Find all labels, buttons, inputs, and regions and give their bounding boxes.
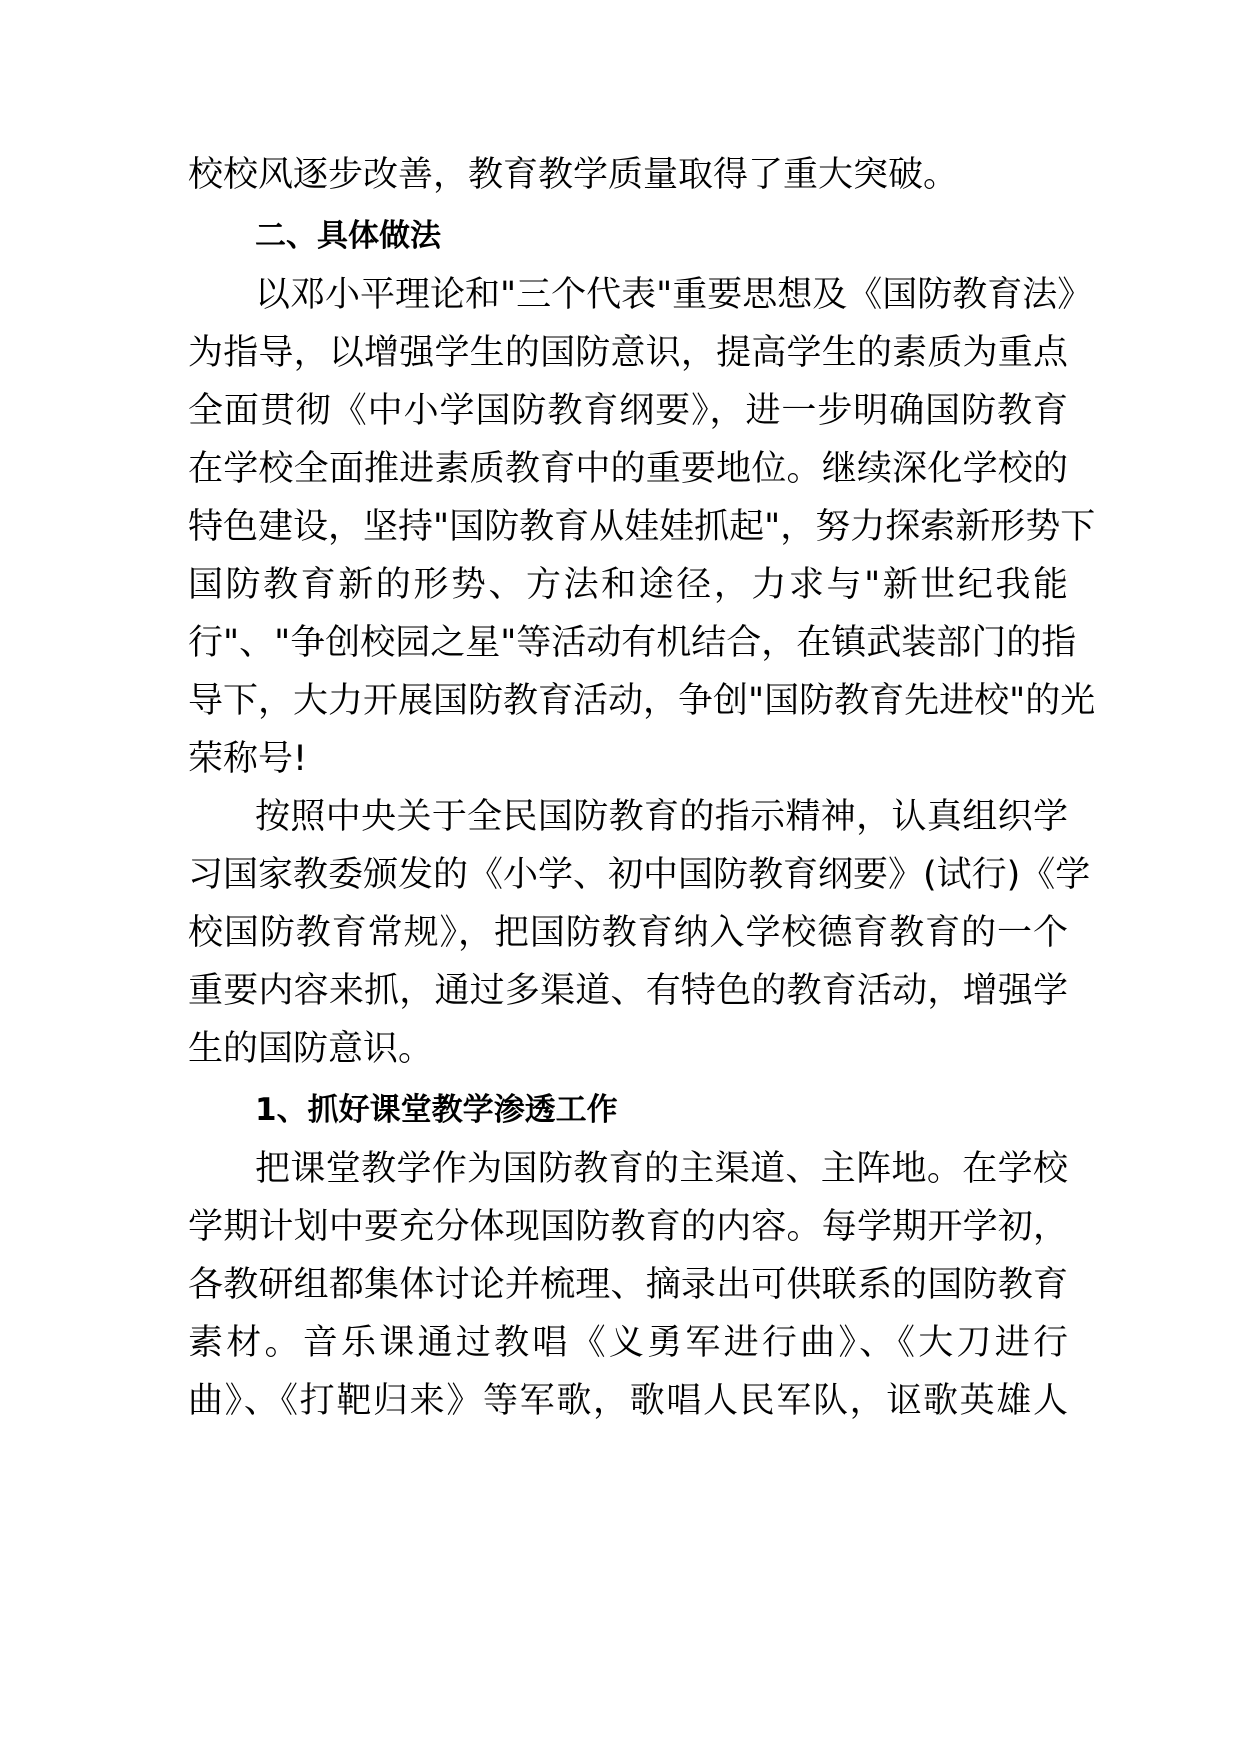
paragraph-line: 在学校全面推进素质教育中的重要地位。继续深化学校的 <box>188 449 1068 489</box>
paragraph-line: 国防教育新的形势、方法和途径，力求与"新世纪我能 <box>188 565 1068 605</box>
paragraph-line: 把课堂教学作为国防教育的主渠道、主阵地。在学校 <box>255 1149 1068 1189</box>
paragraph-line: 重要内容来抓，通过多渠道、有特色的教育活动，增强学 <box>188 971 1068 1011</box>
paragraph-line: 按照中央关于全民国防教育的指示精神，认真组织学 <box>255 797 1068 837</box>
paragraph-line: 生的国防意识。 <box>188 1029 434 1069</box>
subheading: 1、抓好课堂教学渗透工作 <box>255 1092 618 1128</box>
paragraph-line: 特色建设，坚持"国防教育从娃娃抓起"，努力探索新形势下 <box>188 507 1096 547</box>
paragraph-line: 曲》、《打靶归来》等军歌，歌唱人民军队，讴歌英雄人 <box>188 1381 1068 1421</box>
paragraph-line: 导下，大力开展国防教育活动，争创"国防教育先进校"的光 <box>188 681 1096 721</box>
paragraph-line: 学期计划中要充分体现国防教育的内容。每学期开学初， <box>188 1207 1068 1247</box>
paragraph-line: 校校风逐步改善，教育教学质量取得了重大突破。 <box>188 155 959 195</box>
paragraph-line: 荣称号! <box>188 739 308 779</box>
paragraph-line: 行"、"争创校园之星"等活动有机结合，在镇武装部门的指 <box>188 623 1077 663</box>
paragraph-line: 全面贯彻《中小学国防教育纲要》，进一步明确国防教育 <box>188 391 1068 431</box>
section-heading: 二、具体做法 <box>255 218 441 254</box>
paragraph-line: 校国防教育常规》，把国防教育纳入学校德育教育的一个 <box>188 913 1068 953</box>
paragraph-line: 习国家教委颁发的《小学、初中国防教育纲要》(试行)《学 <box>188 855 1091 895</box>
paragraph-line: 各教研组都集体讨论并梳理、摘录出可供联系的国防教育 <box>188 1265 1068 1305</box>
paragraph-line: 为指导，以增强学生的国防意识，提高学生的素质为重点 <box>188 333 1068 373</box>
paragraph-line: 以邓小平理论和"三个代表"重要思想及《国防教育法》 <box>255 275 1093 315</box>
paragraph-line: 素材。音乐课通过教唱《义勇军进行曲》、《大刀进行 <box>188 1323 1068 1363</box>
